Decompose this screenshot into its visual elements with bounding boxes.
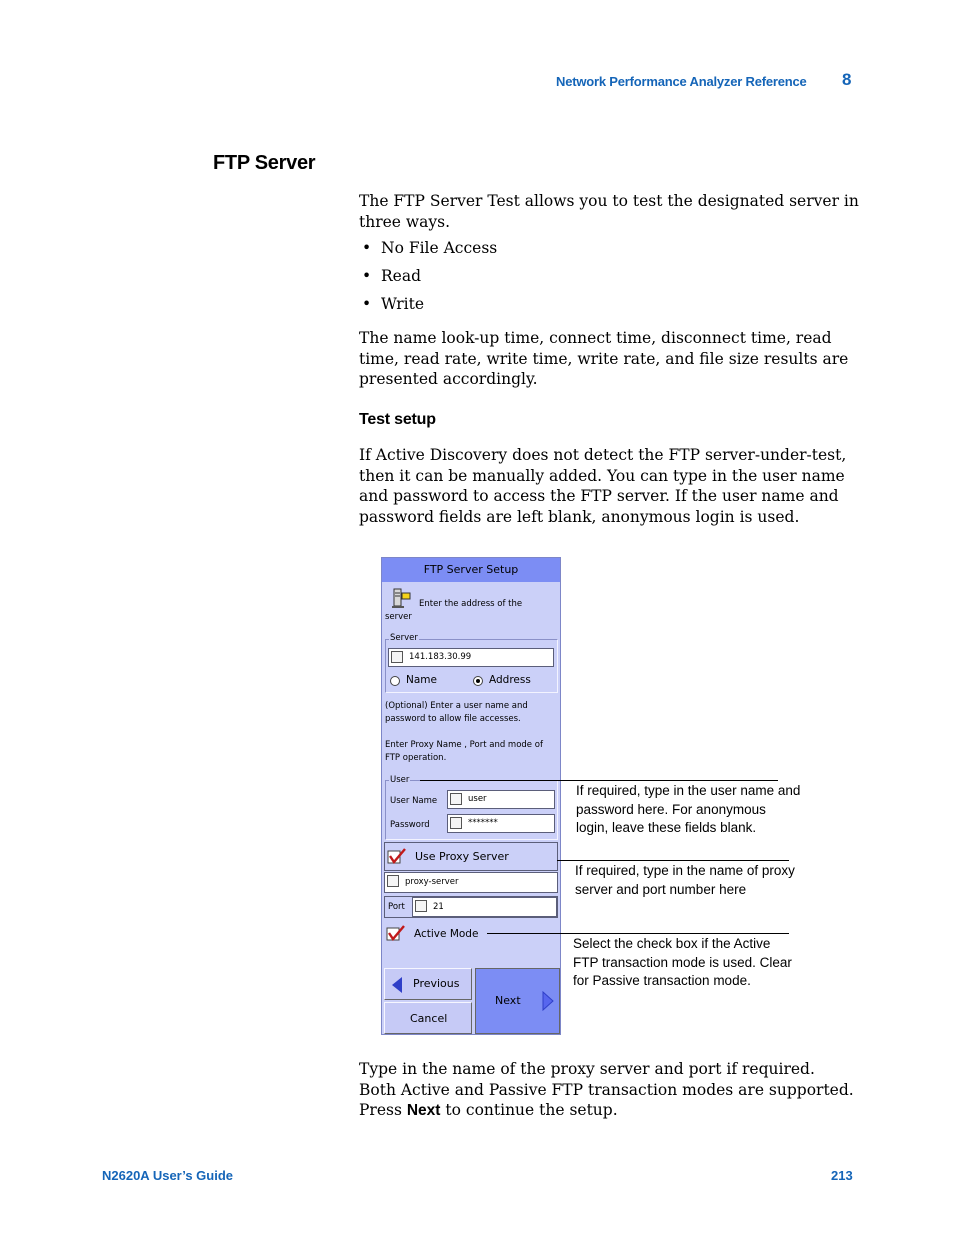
edit-icon bbox=[450, 817, 462, 829]
proxy-callout-line bbox=[557, 860, 789, 861]
instruction-text: Enter the address of the server bbox=[385, 599, 523, 622]
previous-button[interactable]: Previous bbox=[384, 968, 472, 1000]
running-header: Network Performance Analyzer Reference bbox=[556, 74, 807, 89]
closing-paragraph: Type in the name of the proxy server and port if required. Both Active and Passive FTP transaction modes are supported. Press Next to continue the setup. bbox=[359, 1060, 854, 1120]
proxy-callout: If required, type in the name of proxy server and port number here bbox=[575, 863, 795, 897]
password-label: Password bbox=[390, 820, 430, 830]
next-bold: Next bbox=[406, 1102, 441, 1120]
arrow-left-icon bbox=[391, 976, 403, 994]
results-paragraph: The name look-up time, connect time, disconnect time, read time, read rate, write time, write rate, and file size results are presented accordingly. bbox=[359, 329, 849, 389]
footer-guide: N2620A User’s Guide bbox=[102, 1168, 234, 1183]
username-label: User Name bbox=[390, 796, 438, 806]
page-number: 213 bbox=[831, 1168, 853, 1183]
next-button[interactable]: Next bbox=[475, 968, 560, 1034]
active-mode-label: Active Mode bbox=[414, 928, 479, 940]
use-proxy-checkbox[interactable] bbox=[387, 847, 407, 865]
active-callout-line bbox=[487, 933, 789, 934]
use-proxy-row[interactable] bbox=[384, 842, 558, 871]
use-proxy-label: Use Proxy Server bbox=[415, 850, 509, 863]
port-label: Port bbox=[388, 902, 405, 912]
proxy-instruction-text: Enter Proxy Name , Port and mode of FTP operation. bbox=[385, 740, 543, 763]
edit-icon bbox=[387, 875, 399, 887]
chapter-number: 8 bbox=[842, 70, 852, 89]
address-radio[interactable] bbox=[473, 676, 483, 686]
setup-paragraph: If Active Discovery does not detect the FTP server-under-test, then it can be manually added. You can type in the user name and password to access the FTP server. If the user name and password fields are left blank, anonymous login is used. bbox=[359, 446, 847, 526]
server-input[interactable]: 141.183.30.99 bbox=[388, 648, 554, 667]
bullet-item: • No File Access bbox=[362, 239, 498, 257]
arrow-right-icon bbox=[542, 991, 554, 1011]
username-input[interactable]: user bbox=[447, 790, 555, 809]
section-title: FTP Server bbox=[213, 152, 316, 174]
password-input[interactable]: ******* bbox=[447, 814, 555, 833]
cancel-button[interactable]: Cancel bbox=[384, 1002, 472, 1034]
screen-title: FTP Server Setup bbox=[382, 558, 560, 582]
active-mode-checkbox[interactable] bbox=[386, 924, 406, 942]
bullet-item: • Read bbox=[362, 267, 422, 285]
bullet-item: • Write bbox=[362, 295, 425, 313]
edit-icon bbox=[450, 793, 462, 805]
server-legend: Server bbox=[390, 633, 418, 643]
proxy-server-input[interactable]: proxy-server bbox=[384, 872, 558, 893]
port-input[interactable]: 21 bbox=[412, 897, 557, 917]
edit-icon bbox=[415, 900, 427, 912]
name-radio-label: Name bbox=[406, 674, 437, 686]
subsection-title: Test setup bbox=[359, 411, 436, 428]
user-legend: User bbox=[390, 775, 410, 785]
active-callout: Select the check box if the Active FTP transaction mode is used. Clear for Passive transaction mode. bbox=[573, 936, 792, 988]
edit-icon bbox=[391, 651, 403, 663]
name-radio[interactable] bbox=[390, 676, 400, 686]
user-callout-line bbox=[420, 780, 778, 781]
user-callout: If required, type in the user name and password here. For anonymous login, leave these fields blank. bbox=[576, 783, 801, 835]
intro-paragraph: The FTP Server Test allows you to test the designated server in three ways. bbox=[359, 192, 859, 231]
address-radio-label: Address bbox=[489, 674, 531, 686]
optional-text: (Optional) Enter a user name and password to allow file accesses. bbox=[385, 701, 528, 724]
port-row bbox=[384, 896, 558, 918]
ftp-setup-screen bbox=[381, 557, 561, 1035]
